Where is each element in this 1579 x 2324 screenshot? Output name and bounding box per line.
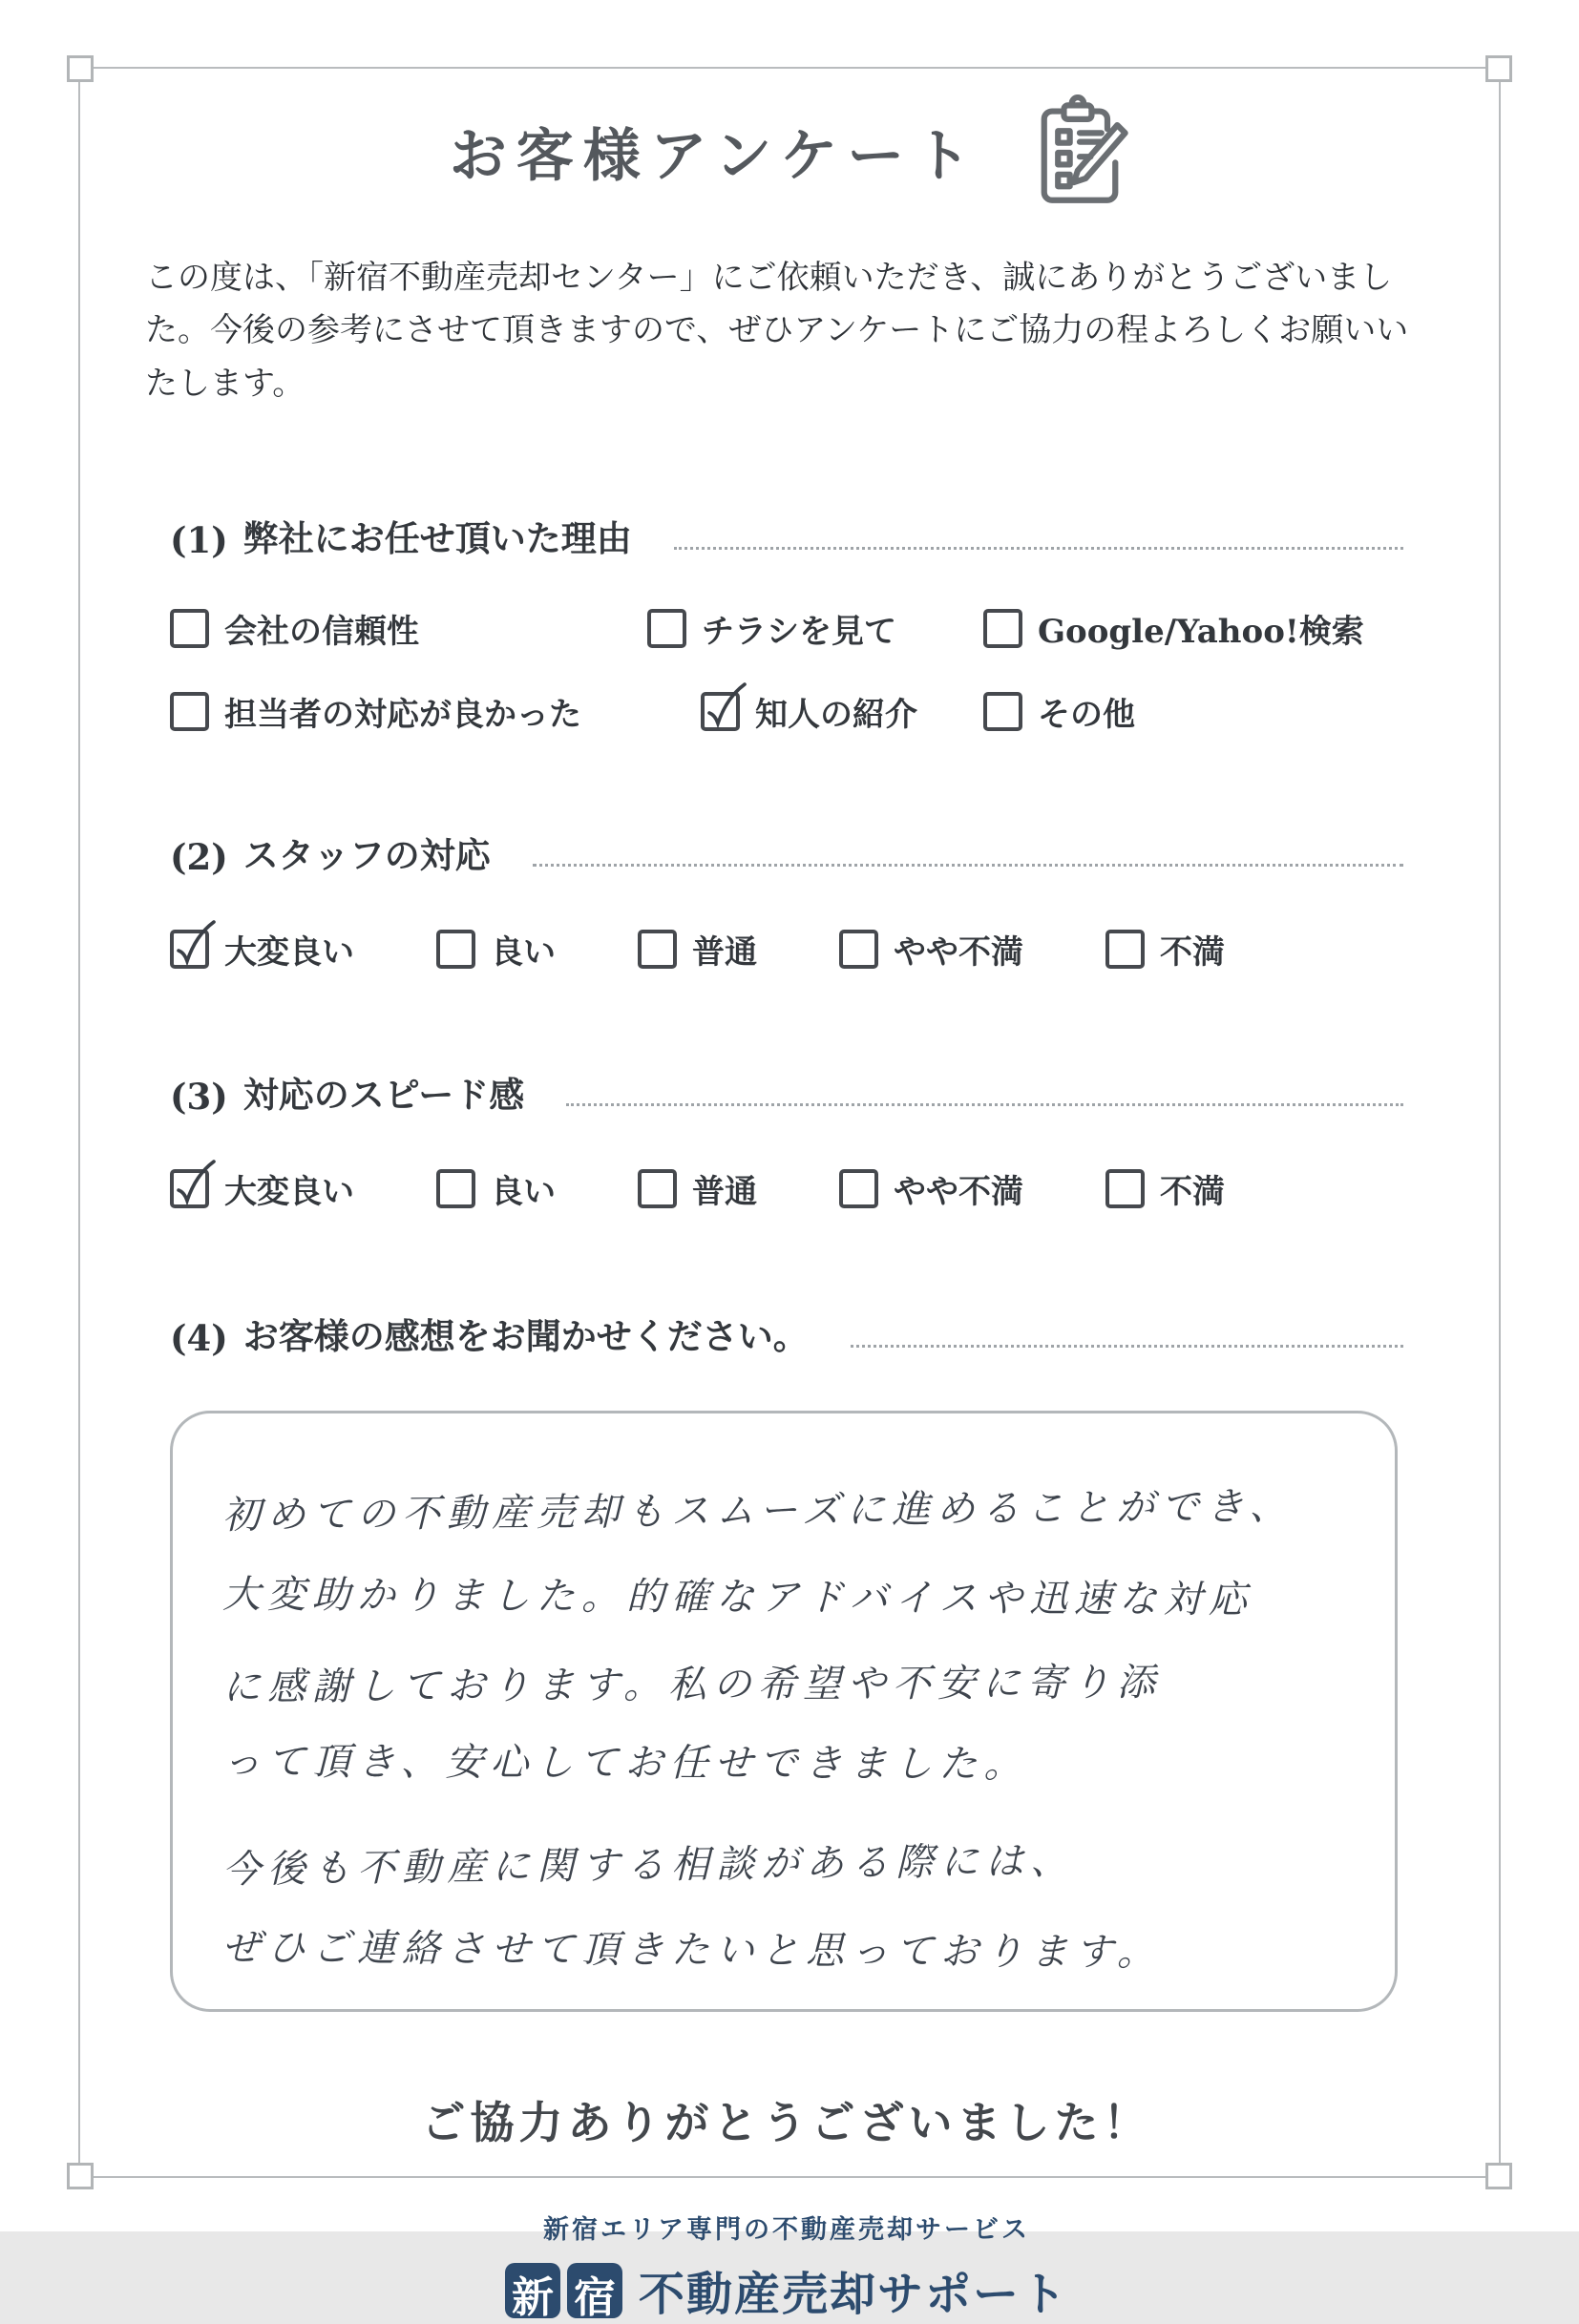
option-label: 不満 — [1160, 933, 1225, 973]
option-label: Google/Yahoo!検索 — [1038, 613, 1364, 652]
checkbox[interactable] — [436, 930, 475, 969]
survey-body — [0, 510, 1579, 2323]
q1-option-staff-response[interactable] — [170, 688, 647, 735]
checkbox[interactable] — [983, 692, 1022, 731]
option-label: 大変良い — [224, 1173, 354, 1212]
option-label: 不満 — [1160, 1173, 1225, 1212]
dotted-leader — [566, 1103, 1403, 1106]
question-number: (4) — [170, 1317, 228, 1360]
option-label: 知人の紹介 — [755, 696, 917, 735]
intro-text: この度は、「新宿不動産売却センター」にご依頼いただき、誠にありがとうございました。今後の参考にさせて頂きますので、ぜひアンケートにご協力の程よろしくお願いいたします。 — [145, 259, 1409, 403]
checkbox[interactable] — [170, 1169, 209, 1208]
checkbox[interactable] — [983, 609, 1022, 648]
checkbox[interactable] — [170, 692, 209, 731]
handwritten-line: 大変助かりました。的確なアドバイスや迅速な対応 — [221, 1573, 1253, 1623]
q1-option-company-trust[interactable] — [170, 605, 647, 652]
option-label: 担当者の対応が良かった — [224, 696, 581, 735]
thanks-message: ご協力ありがとうございました！ — [421, 2097, 1152, 2149]
logo-character-box: 新 — [505, 2263, 560, 2318]
checkbox[interactable] — [647, 609, 686, 648]
checkbox[interactable] — [839, 1169, 878, 1208]
q1-option-referral[interactable] — [701, 688, 983, 735]
question-number: (2) — [170, 836, 228, 879]
dotted-leader — [533, 864, 1403, 867]
brand-logo — [170, 2257, 1403, 2323]
checkbox[interactable] — [1105, 1169, 1145, 1208]
q2-option-average[interactable] — [638, 926, 757, 973]
clipboard-pencil-icon — [1030, 95, 1129, 208]
question-label: 対応のスピード感 — [242, 1074, 525, 1117]
question-2-options — [170, 926, 1403, 973]
q1-option-other[interactable] — [983, 688, 1403, 735]
comment-box[interactable] — [170, 1411, 1398, 2012]
option-label: やや不満 — [894, 1173, 1023, 1212]
option-label: 普通 — [692, 1173, 757, 1212]
dotted-leader — [851, 1345, 1403, 1348]
q2-option-slightly-dissatisfied[interactable] — [839, 926, 1023, 973]
q3-option-dissatisfied[interactable] — [1105, 1165, 1225, 1212]
checkbox[interactable] — [638, 1169, 677, 1208]
question-label: 弊社にお任せ頂いた理由 — [242, 517, 632, 560]
q2-option-excellent[interactable] — [170, 926, 354, 973]
q1-option-flyer[interactable] — [647, 605, 983, 652]
option-label: その他 — [1038, 696, 1135, 735]
q1-option-search[interactable] — [983, 605, 1403, 652]
handwritten-line: って頂き、安心してお任せできました。 — [221, 1740, 1029, 1788]
handwritten-line: に感謝しております。私の希望や不安に寄り添 — [221, 1661, 1162, 1710]
header — [0, 0, 1579, 208]
option-label: 良い — [491, 933, 556, 973]
logo-text: 不動産売却サポート — [638, 2268, 1068, 2322]
question-3-options — [170, 1165, 1403, 1212]
question-1-options — [170, 605, 1403, 735]
question-label: お客様の感想をお聞かせください。 — [242, 1315, 809, 1358]
question-number: (3) — [170, 1076, 228, 1119]
option-label: 普通 — [692, 933, 757, 973]
checkbox[interactable] — [701, 692, 740, 731]
question-4-heading — [170, 1308, 1403, 1359]
q3-option-average[interactable] — [638, 1165, 757, 1212]
option-label: 良い — [491, 1173, 556, 1212]
q3-option-slightly-dissatisfied[interactable] — [839, 1165, 1023, 1212]
q3-option-good[interactable] — [436, 1165, 556, 1212]
checkbox[interactable] — [638, 930, 677, 969]
checkbox[interactable] — [170, 930, 209, 969]
checkbox[interactable] — [839, 930, 878, 969]
option-label: 会社の信頼性 — [224, 613, 419, 652]
dotted-leader — [674, 547, 1403, 550]
checkbox[interactable] — [170, 609, 209, 648]
logo-character-box: 宿 — [567, 2263, 622, 2318]
q2-option-dissatisfied[interactable] — [1105, 926, 1225, 973]
checkmark-icon — [702, 680, 749, 734]
q2-option-good[interactable] — [436, 926, 556, 973]
brand-block — [170, 2209, 1403, 2323]
question-number: (1) — [170, 519, 228, 562]
option-label: 大変良い — [224, 933, 354, 973]
question-label: スタッフの対応 — [242, 834, 491, 877]
option-label: チラシを見て — [702, 613, 896, 652]
checkmark-icon — [171, 918, 219, 972]
checkbox[interactable] — [1105, 930, 1145, 969]
handwritten-line: ぜひご連絡させて頂きたいと思っております。 — [221, 1926, 1162, 1976]
page-title: お客様アンケート — [449, 123, 981, 190]
question-3-heading — [170, 1066, 1403, 1118]
q3-option-excellent[interactable] — [170, 1165, 354, 1212]
question-1-heading — [170, 510, 1403, 561]
handwritten-line: 初めての不動産売却もスムーズに進めることができ、 — [221, 1484, 1295, 1539]
question-2-heading — [170, 827, 1403, 878]
checkmark-icon — [171, 1158, 219, 1211]
option-label: やや不満 — [894, 933, 1023, 973]
handwritten-line: 今後も不動産に関する相談がある際には、 — [221, 1839, 1076, 1893]
brand-tagline: 新宿エリア専門の不動産売却サービス — [543, 2215, 1030, 2246]
checkbox[interactable] — [436, 1169, 475, 1208]
